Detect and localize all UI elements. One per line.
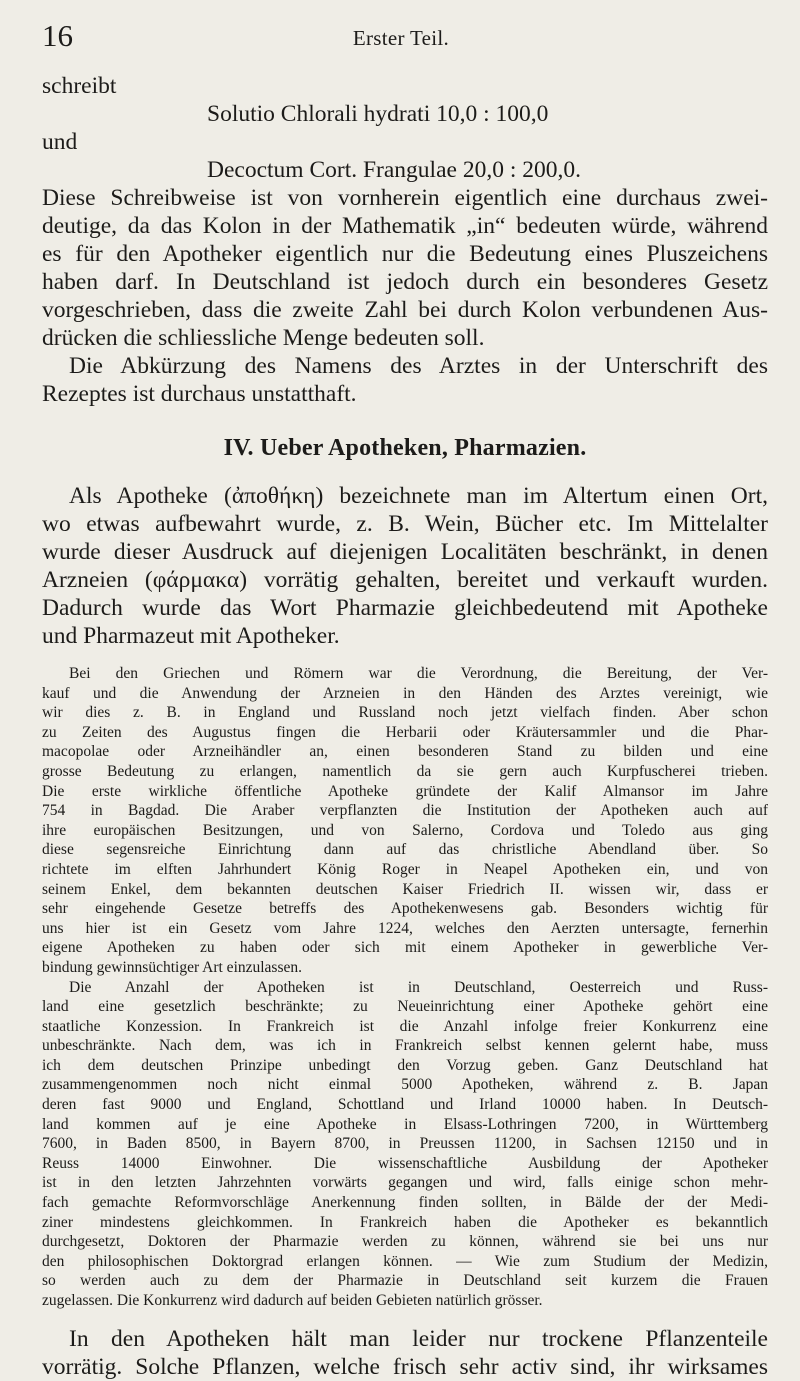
text-line: vorgeschrieben, dass die zweite Zahl bei durch Kolon verbundenen Aus- [42,297,768,323]
small-print-line: ihre europäischen Besitzungen, und von Salerno, Cordova und Toledo aus ging [42,821,768,839]
text-line: und Pharmazeut mit Apotheker. [42,623,340,649]
text-line: Diese Schreibweise ist von vornherein eigentlich eine durchaus zwei- [42,185,768,211]
text-line: es für den Apotheker eigentlich nur die Bedeutung eines Pluszeichens [42,241,768,267]
small-print-line: wir dies z. B. in England und Russland noch jetzt vielfach finden. Aber schon [42,704,768,722]
small-print-line: grosse Bedeutung zu erlangen, namentlich da sie gern auch Kurpfuscherei trieben. [42,762,768,780]
text-line: Rezeptes ist durchaus unstatthaft. [42,381,357,407]
page-header [42,18,760,58]
section-heading: IV. Ueber Apotheken, Pharmazien. [223,435,587,461]
text-line: deutige, da das Kolon in der Mathematik „in“ bedeuten würde, während [42,213,768,239]
small-print-line: deren fast 9000 und England, Schottland und Irland 10000 haben. In Deutsch- [42,1096,768,1114]
small-print-line: land eine gesetzlich beschränkte; zu Neueinrichtung einer Apotheke gehört eine [42,998,768,1016]
small-print-line: unbeschränkte. Nach dem, was ich in Frankreich selbst kennen gelernt habe, muss [42,1037,768,1055]
small-print-line: bindung gewinnsüchtiger Art einzulassen. [42,958,303,976]
text-line: wurde dieser Ausdruck auf diejenigen Localitäten beschränkt, in denen [42,539,768,565]
small-print-line: durchgesetzt, Doktoren der Pharmazie werden zu können, während sie bei uns nur [42,1233,768,1251]
text-line: und [42,129,78,155]
small-print-line: ist in den letzten Jahrzehnten vorwärts gegangen und wird, falls einige schon mehr- [42,1174,768,1192]
small-print-line: macopolae oder Arzneihändler an, einen besonderen Stand zu bilden und eine [42,743,768,761]
small-print-line: so werden auch zu dem der Pharmazie in Deutschland seit kurzem die Frauen [42,1272,768,1290]
small-print-line: Die erste wirkliche öffentliche Apotheke gründete der Kalif Almansor im Jahre [42,782,768,800]
small-print-line: zusammengenommen noch nicht einmal 5000 Apotheken, während z. B. Japan [42,1076,768,1094]
small-print-line: staatliche Konzession. In Frankreich ist die Anzahl infolge freier Konkurrenz eine [42,1017,768,1035]
small-print-line: Bei den Griechen und Römern war die Verordnung, die Bereitung, der Ver- [69,665,768,682]
text-line: schreibt [42,73,117,99]
paragraph-gap [42,650,768,664]
small-print-line: eigene Apotheken zu haben oder sich mit einem Apotheker in gewerbliche Ver- [42,939,768,957]
small-print-line: 7600, in Baden 8500, in Bayern 8700, in Preussen 11200, in Sachsen 12150 und in [42,1135,768,1153]
small-print-line: Die Anzahl der Apotheken ist in Deutschland, Oesterreich und Russ- [69,978,768,996]
small-print-line: richtete im elften Jahrhundert König Roger in Neapel Apotheken ein, und von [42,860,768,878]
text-line: drücken die schliessliche Menge bedeuten soll. [42,325,485,351]
small-print-line: ziner mindestens gleichkommen. In Frankreich haben die Apotheker es bekanntlich [42,1213,768,1231]
text-line: Dadurch wurde das Wort Pharmazie gleichbedeutend mit Apotheke [42,595,768,621]
text-line: Arzneien (φάρμακα) vorrätig gehalten, bereitet und verkauft wurden. [42,567,768,593]
small-print-line: Reuss 14000 Einwohner. Die wissenschaftliche Ausbildung der Apotheker [42,1154,768,1172]
small-print-line: fach gemachte Reformvorschläge Anerkennung finden sollten, in Bälde der der Medi- [42,1194,768,1212]
text-line: Als Apotheke (ἀποθήκη) bezeichnete man im Altertum einen Ort, [69,483,768,509]
text-line: Solutio Chlorali hydrati 10,0 : 100,0 [207,101,549,127]
small-print-line: ich dem deutschen Prinzipe unbedingt den Vorzug geben. Ganz Deutschland hat [42,1056,768,1074]
small-print-line: 754 in Bagdad. Die Araber verpflanzten die Institution der Apotheken auch auf [42,802,768,820]
running-title: Erster Teil. [352,26,450,50]
text-line: vorrätig. Solche Pflanzen, welche frisch sehr activ sind, ihr wirksames [42,1353,768,1380]
text-line: haben darf. In Deutschland ist jedoch durch ein besonderes Gesetz [42,269,768,295]
text-line: Die Abkürzung des Namens des Arztes in der Unterschrift des [69,353,768,379]
small-print-line: seinem Enkel, dem bekannten deutschen Kaiser Friedrich II. wissen wir, dass er [42,880,768,898]
small-print-line: diese segensreiche Einrichtung dann auf das christliche Abendland über. So [42,841,768,859]
text-line: In den Apotheken hält man leider nur trockene Pflanzenteile [69,1325,768,1352]
paragraph-gap [42,1311,768,1325]
small-print-line: kauf und die Anwendung der Arzneien in den Händen des Arztes vereinigt, wie [42,684,768,702]
small-print-line: sehr eingehende Gesetze betreffs des Apothekenwesens gab. Besonders wichtig für [42,900,768,918]
text-line: wo etwas aufbewahrt wurde, z. B. Wein, Bücher etc. Im Mittelalter [42,511,768,537]
small-print-line: uns hier ist ein Gesetz vom Jahre 1224, welches den Aerzten untersagte, fernerhin [42,919,768,937]
page-body [42,72,768,1381]
small-print-line: zu Zeiten des Augustus fingen die Herbarii oder Kräutersammler und die Phar- [42,723,768,741]
text-line: Decoctum Cort. Frangulae 20,0 : 200,0. [207,157,581,183]
small-print-line: zugelassen. Die Konkurrenz wird dadurch auf beiden Gebieten natürlich grösser. [42,1292,543,1309]
small-print-line: den philosophischen Doktorgrad erlangen können. — Wie zum Studium der Medizin, [42,1252,768,1270]
small-print-line: land kommen auf je eine Apotheke in Elsass-Lothringen 7200, in Württemberg [42,1115,768,1133]
page-number: 16 [42,18,73,53]
